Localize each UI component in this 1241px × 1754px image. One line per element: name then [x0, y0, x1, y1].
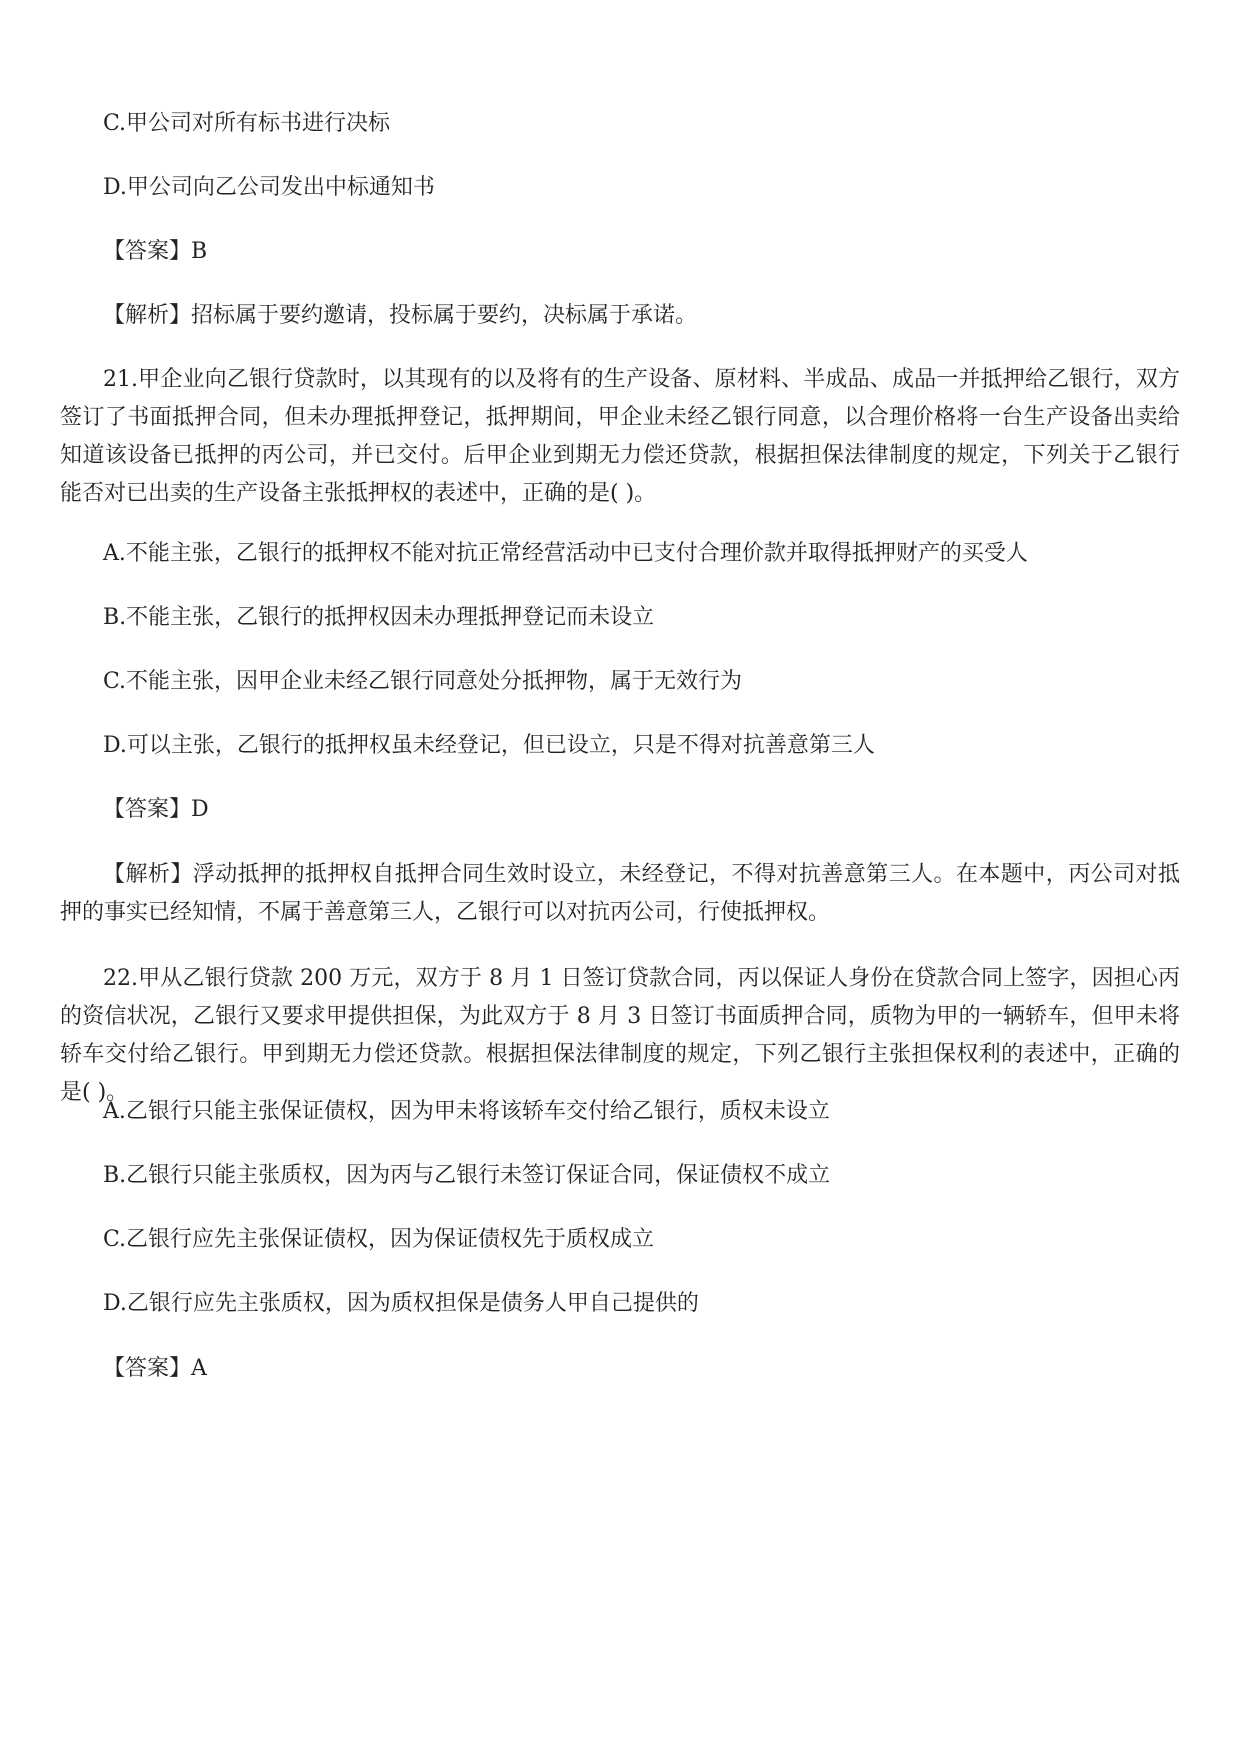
- q21-analysis: 【解析】浮动抵押的抵押权自抵押合同生效时设立，未经登记，不得对抗善意第三人。在本题中，丙公司对抵押的事实已经知情，不属于善意第三人，乙银行可以对抗丙公司，行使抵押权。: [60, 862, 1180, 925]
- q22-option-d: D.乙银行应先主张质权，因为质权担保是债务人甲自己提供的: [103, 1291, 699, 1316]
- q22-question: 22.甲从乙银行贷款 200 万元，双方于 8 月 1 日签订贷款合同，丙以保证人身份在贷款合同上签字，因担心丙的资信状况，乙银行又要求甲提供担保，为此双方于 8 月 3 日签订书面质押合同，质物为甲的一辆轿车，但甲未将轿车交付给乙银行。甲到期无力偿还贷款。根据担保法律制度的规定，下列乙银行主张担保权利的表述中，正确的是( )。: [60, 966, 1180, 1105]
- q21-question: 21.甲企业向乙银行贷款时，以其现有的以及将有的生产设备、原材料、半成品、成品一并抵押给乙银行，双方签订了书面抵押合同，但未办理抵押登记，抵押期间，甲企业未经乙银行同意，以合理价格将一台生产设备出卖给知道该设备已抵押的丙公司，并已交付。后甲企业到期无力偿还贷款，根据担保法律制度的规定，下列关于乙银行能否对已出卖的生产设备主张抵押权的表述中，正确的是( )。: [60, 367, 1180, 506]
- q21-option-c: C.不能主张，因甲企业未经乙银行同意处分抵押物，属于无效行为: [103, 669, 743, 694]
- q21-option-a: A.不能主张，乙银行的抵押权不能对抗正常经营活动中已支付合理价款并取得抵押财产的买受人: [103, 541, 1028, 566]
- q22-option-a: A.乙银行只能主张保证债权，因为甲未将该轿车交付给乙银行，质权未设立: [103, 1099, 830, 1124]
- q21-answer: 【答案】D: [103, 797, 209, 822]
- q22-option-c: C.乙银行应先主张保证债权，因为保证债权先于质权成立: [103, 1227, 655, 1252]
- q21-option-b: B.不能主张，乙银行的抵押权因未办理抵押登记而未设立: [103, 605, 655, 630]
- q20-answer: 【答案】B: [103, 239, 208, 264]
- q20-option-d: D.甲公司向乙公司发出中标通知书: [103, 175, 435, 200]
- q21-option-d: D.可以主张，乙银行的抵押权虽未经登记，但已设立，只是不得对抗善意第三人: [103, 733, 875, 758]
- q20-option-c: C.甲公司对所有标书进行决标: [103, 111, 391, 136]
- q22-answer: 【答案】A: [103, 1356, 207, 1381]
- q22-option-b: B.乙银行只能主张质权，因为丙与乙银行未签订保证合同，保证债权不成立: [103, 1163, 831, 1188]
- q20-analysis: 【解析】招标属于要约邀请，投标属于要约，决标属于承诺。: [103, 303, 698, 328]
